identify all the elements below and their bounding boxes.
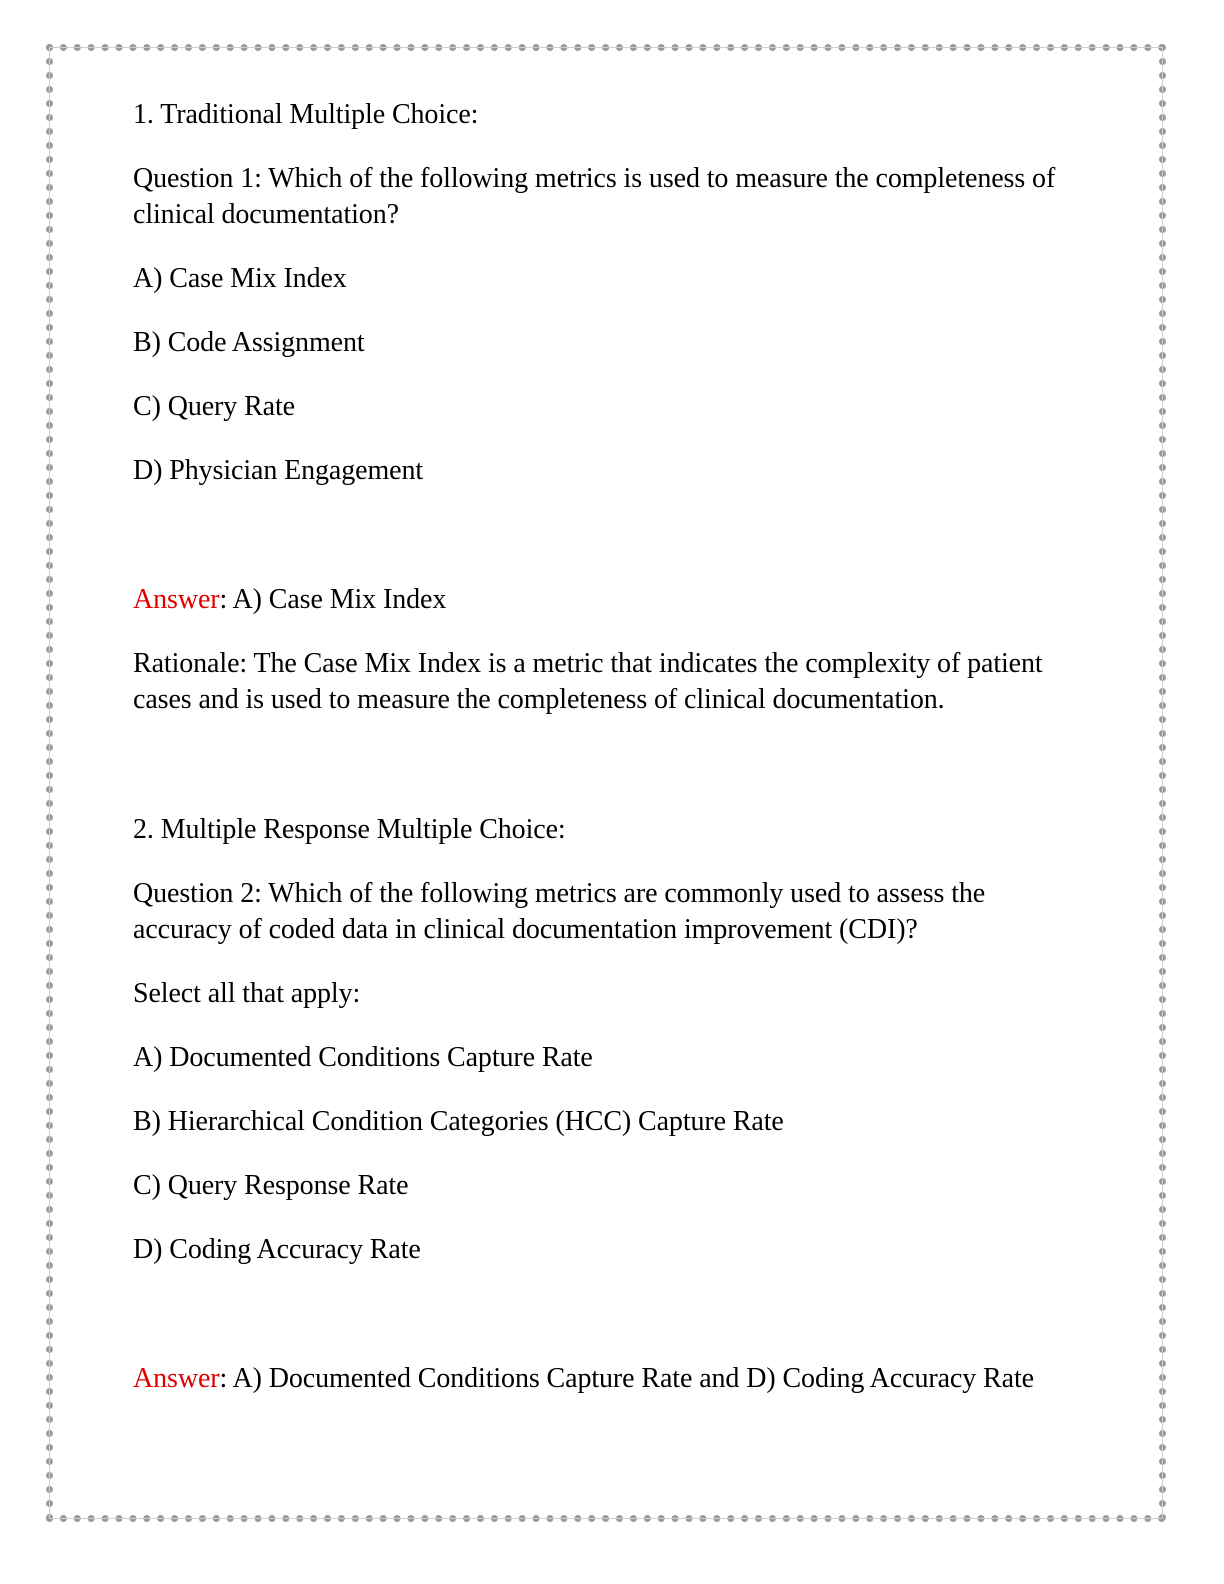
question-2-answer — [133, 1361, 1083, 1397]
question-1-text: Question 1: Which of the following metrics is used to measure the completeness of clinical documentation? — [133, 163, 1056, 230]
document-body — [133, 97, 1083, 1425]
question-2-answer-text: : A) Documented Conditions Capture Rate and D) Coding Accuracy Rate — [219, 1363, 1034, 1394]
question-1-option-c: C) Query Rate — [133, 391, 295, 422]
question-1-option-d: D) Physician Engagement — [133, 455, 424, 486]
answer-label: Answer — [133, 584, 220, 615]
question-1-option-b: B) Code Assignment — [133, 327, 365, 358]
question-2-option-a: A) Documented Conditions Capture Rate — [133, 1042, 593, 1073]
question-1-answer — [133, 582, 1083, 618]
question-2-option-b: B) Hierarchical Condition Categories (HCC) Capture Rate — [133, 1106, 784, 1137]
question-1-rationale: Rationale: The Case Mix Index is a metric that indicates the complexity of patient cases and is used to measure the completeness of clinical documentation. — [133, 648, 1043, 715]
question-2-option-c: C) Query Response Rate — [133, 1170, 409, 1201]
question-1-answer-text: : A) Case Mix Index — [219, 584, 447, 615]
section-2-heading: 2. Multiple Response Multiple Choice: — [133, 814, 566, 845]
question-1-option-a: A) Case Mix Index — [133, 263, 347, 294]
answer-label: Answer — [133, 1363, 220, 1394]
question-2-option-d: D) Coding Accuracy Rate — [133, 1234, 421, 1265]
question-2-text: Question 2: Which of the following metrics are commonly used to assess the accuracy of coded data in clinical documentation improvement (CDI)? — [133, 878, 986, 945]
section-1-heading: 1. Traditional Multiple Choice: — [133, 99, 479, 130]
question-2-instruction: Select all that apply: — [133, 978, 361, 1009]
